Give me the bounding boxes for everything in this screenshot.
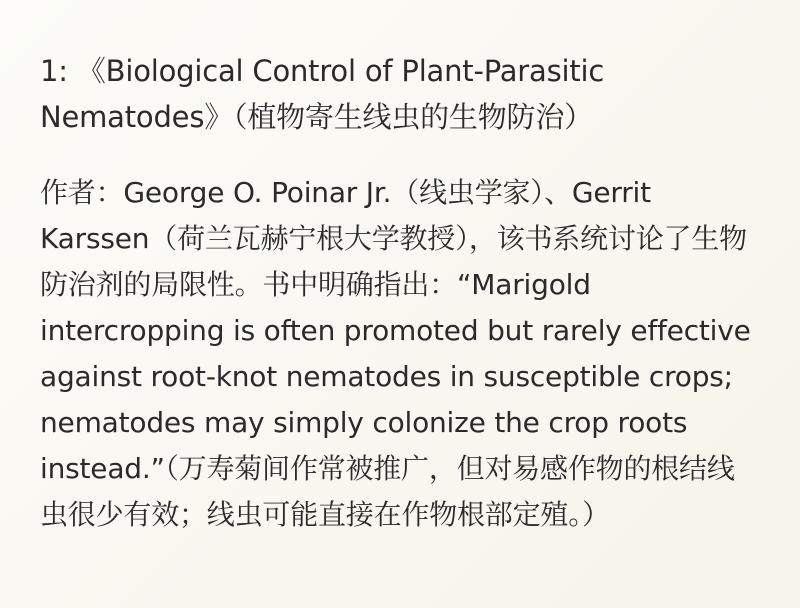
reference-title: 1: 《Biological Control of Plant-Parasitic Nematodes》（植物寄生线虫的生物防治） xyxy=(40,54,605,134)
reference-description: 作者：George O. Poinar Jr.（线虫学家）、Gerrit Karssen（荷兰瓦赫宁根大学教授），该书系统讨论了生物防治剂的局限性。书中明确指出：“Marigold intercropping is often promoted but rarely effective against root-knot nematodes in susceptible crops; nematodes may simply colonize the crop roots instead.”（万寿菊间作常被推广，但对易感作物的根结线虫很少有效；线虫可能直接在作物根部定殖。） xyxy=(40,176,751,531)
